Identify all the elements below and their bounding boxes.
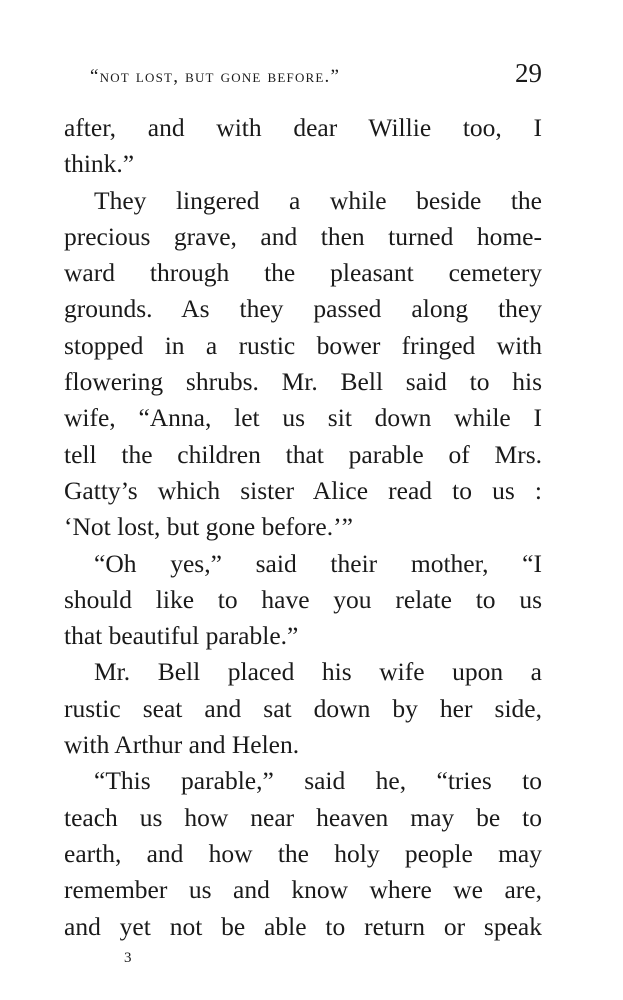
body-text — [64, 110, 542, 945]
text-line: rustic seat and sat down by her side, — [64, 693, 542, 723]
text-line: earth, and how the holy people may — [64, 838, 542, 868]
text-line: and yet not be able to return or speak — [64, 911, 542, 941]
text-line: Gatty’s which sister Alice read to us : — [64, 475, 542, 505]
text-line: Mr. Bell placed his wife upon a — [94, 657, 542, 687]
text-line: should like to have you relate to us — [64, 584, 542, 614]
text-line: with Arthur and Helen. — [64, 730, 300, 760]
text-line: precious grave, and then turned home- — [64, 221, 542, 251]
text-line: ward through the pleasant cemetery — [64, 258, 542, 288]
text-line: “Oh yes,” said their mother, “I — [94, 548, 542, 578]
text-line: remember us and know where we are, — [64, 875, 542, 905]
running-title: “not lost, but gone before.” — [90, 66, 341, 87]
text-line: wife, “Anna, let us sit down while I — [64, 403, 542, 433]
text-line: tell the children that parable of Mrs. — [64, 439, 542, 469]
text-line: flowering shrubs. Mr. Bell said to his — [64, 367, 542, 397]
text-line: “This parable,” said he, “tries to — [94, 766, 542, 796]
text-line: teach us how near heaven may be to — [64, 802, 542, 832]
text-line: after, and with dear Willie too, I — [64, 113, 542, 142]
text-line: stopped in a rustic bower fringed with — [64, 330, 542, 360]
text-line: ‘Not lost, but gone before.’” — [64, 512, 353, 542]
text-line: that beautiful parable.” — [64, 621, 299, 651]
text-line: They lingered a while beside the — [94, 185, 542, 215]
text-line: grounds. As they passed along they — [64, 294, 542, 324]
running-head — [64, 58, 542, 94]
text-line: think.” — [64, 149, 135, 179]
page-number: 29 — [515, 58, 542, 88]
signature-mark: 3 — [124, 950, 132, 966]
